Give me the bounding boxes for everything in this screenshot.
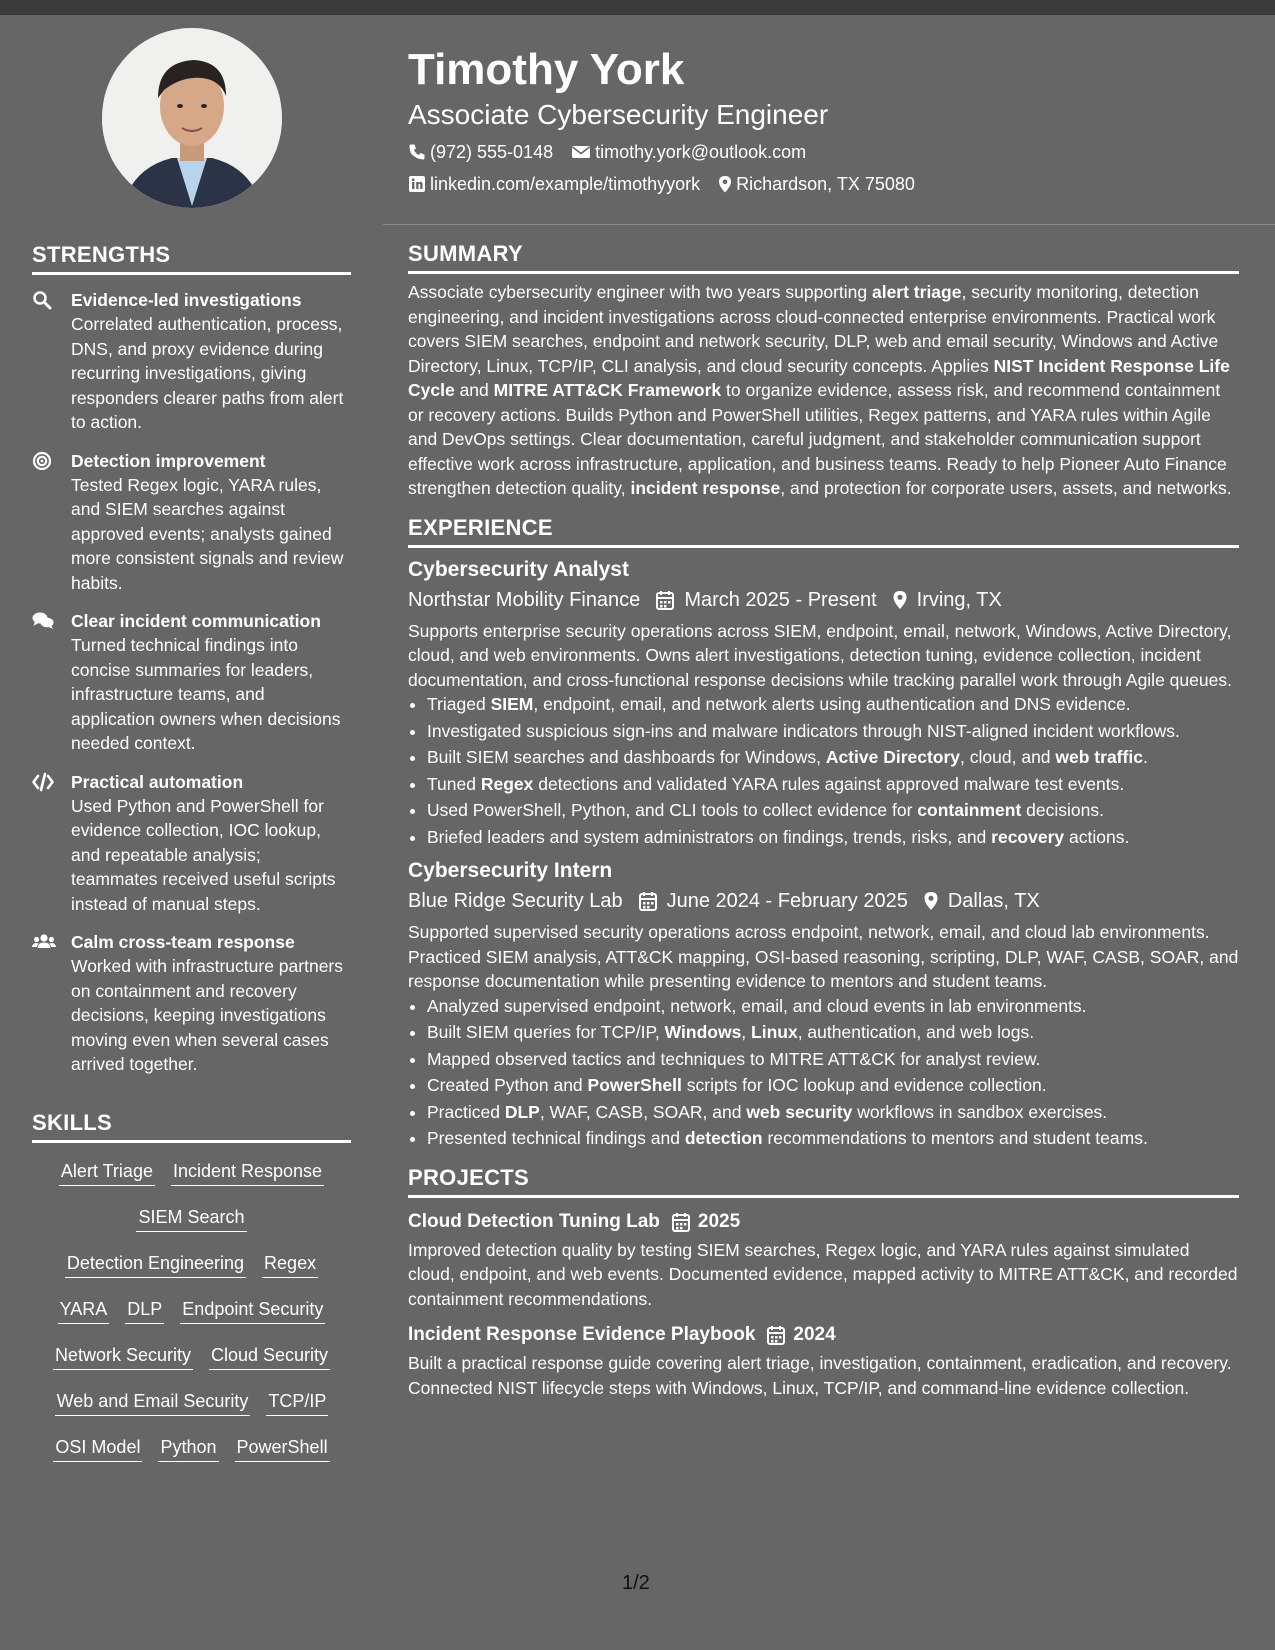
bullet-item: • Briefed leaders and system administrators on findings, trends, risks, and recovery actions.: [427, 825, 1239, 850]
strength-desc: Correlated authentication, process, DNS, and proxy evidence during recurring investigations, giving responders clearer paths from alert to action.: [71, 314, 344, 432]
summary-emphasis: alert triage: [871, 282, 962, 302]
calendar-icon: [656, 590, 674, 610]
projects-heading: PROJECTS: [408, 1165, 1239, 1198]
target-icon: [32, 451, 54, 471]
experience-section: [408, 515, 1239, 1151]
job-location: [893, 586, 1002, 614]
strength-item: [32, 930, 351, 1077]
strength-title: Evidence-led investigations: [71, 290, 302, 310]
skills-list: [32, 1153, 351, 1475]
bullet-item: • Triaged SIEM, endpoint, email, and network alerts using authentication and DNS evidence.: [427, 692, 1239, 717]
skill-tag: Network Security: [53, 1343, 193, 1370]
main-column: [408, 241, 1239, 1400]
bullet-item: • Tuned Regex detections and validated YARA rules against approved malware test events.: [427, 772, 1239, 797]
project-title-row: [408, 1208, 1239, 1236]
linkedin-icon: [408, 175, 426, 193]
summary-heading: SUMMARY: [408, 241, 1239, 274]
job-title: Cybersecurity Intern: [408, 859, 613, 882]
candidate-name: Timothy York: [408, 45, 685, 94]
strength-desc: Turned technical findings into concise summaries for leaders, infrastructure teams, and application owners when decisions needed context.: [71, 635, 341, 753]
envelope-icon: [571, 144, 591, 160]
project-title-row: [408, 1321, 1239, 1349]
project-description: Improved detection quality by testing SIEM searches, Regex logic, and YARA rules against simulated cloud, endpoint, and web events. Documented evidence, mapped activity to MITRE ATT&CK, and recorded containment recommendations.: [408, 1239, 1238, 1309]
summary-part: , and protection for corporate users, assets, and networks.: [780, 478, 1232, 498]
candidate-role: Associate Cybersecurity Engineer: [408, 99, 829, 130]
location-contact: [718, 172, 915, 196]
strengths-section: [32, 242, 351, 1077]
skill-tag: PowerShell: [235, 1435, 330, 1462]
bullet-item: • Built SIEM searches and dashboards for Windows, Active Directory, cloud, and web traffic.: [427, 745, 1239, 770]
job-dates-text: March 2025 - Present: [684, 588, 877, 611]
phone-icon: [408, 143, 426, 161]
skill-tag: OSI Model: [53, 1435, 142, 1462]
experience-heading: EXPERIENCE: [408, 515, 1239, 548]
phone-text: (972) 555-0148: [430, 142, 554, 162]
job-bullets: [408, 994, 1239, 1151]
skill-tag: TCP/IP: [266, 1389, 328, 1416]
summary-part: to organize evidence, assess risk, and recommend containment or recovery actions. Builds Python and PowerShell utilities, Regex patterns, and YARA rules within Agile and DevOps settings. Clear documentation, careful judgment, and stakeholder communication support effective work across infrastructure, application, and business teams. Ready to help Pioneer Auto Finance strengthen detection quality,: [408, 380, 1227, 498]
company-name: Northstar Mobility Finance: [408, 588, 641, 611]
skill-tag: Endpoint Security: [180, 1297, 325, 1324]
job-entry: [408, 857, 1239, 1151]
summary-emphasis: MITRE ATT&CK Framework: [493, 380, 722, 400]
skills-heading: SKILLS: [32, 1110, 351, 1143]
skill-tag: SIEM Search: [136, 1205, 246, 1232]
resume-header: [408, 42, 1238, 196]
job-meta: [408, 586, 1239, 614]
bullet-item: • Created Python and PowerShell scripts for IOC lookup and evidence collection.: [427, 1073, 1239, 1098]
skill-tag: Cloud Security: [209, 1343, 330, 1370]
map-pin-icon: [718, 175, 732, 193]
summary-part: Associate cybersecurity engineer with two years supporting: [408, 282, 872, 302]
skill-tag: Web and Email Security: [55, 1389, 251, 1416]
strength-title: Clear incident communication: [71, 611, 321, 631]
bullet-item: • Used PowerShell, Python, and CLI tools to collect evidence for containment decisions.: [427, 798, 1239, 823]
calendar-icon: [639, 891, 657, 911]
job-location-text: Irving, TX: [916, 588, 1002, 611]
code-icon: [32, 772, 54, 792]
strength-title: Detection improvement: [71, 450, 266, 471]
project-title: Incident Response Evidence Playbook: [408, 1324, 756, 1345]
project-year: 2025: [697, 1210, 741, 1232]
job-location: [924, 887, 1040, 915]
header-divider: [383, 224, 1275, 225]
strength-title: Calm cross-team response: [71, 932, 295, 952]
linkedin-text: linkedin.com/example/timothyyork: [430, 174, 701, 194]
linkedin-contact[interactable]: [408, 172, 700, 196]
skill-tag: DLP: [125, 1297, 164, 1324]
company-name: Blue Ridge Security Lab: [408, 890, 623, 912]
strength-item: [32, 770, 351, 917]
skill-tag: Python: [158, 1435, 218, 1462]
team-icon: [32, 932, 54, 952]
skill-tag: Alert Triage: [59, 1159, 155, 1186]
strength-item: [32, 449, 351, 596]
strength-item: [32, 609, 351, 756]
strength-desc: Tested Regex logic, YARA rules, and SIEM searches against approved events; analysts gained more consistent signals and review habits.: [71, 474, 344, 593]
job-meta: [408, 887, 1239, 915]
skill-tag: Regex: [262, 1251, 318, 1278]
top-bar: [0, 0, 1275, 15]
skill-tag: Incident Response: [171, 1159, 324, 1186]
bullet-item: • Investigated suspicious sign-ins and malware indicators through NIST-aligned incident workflows.: [427, 719, 1239, 744]
bullet-item: • Mapped observed tactics and techniques to MITRE ATT&CK for analyst review.: [427, 1047, 1239, 1072]
skills-section: [32, 1110, 351, 1475]
bullet-item: • Analyzed supervised endpoint, network, email, and cloud events in lab environments.: [427, 994, 1239, 1019]
job-description: Supports enterprise security operations across SIEM, endpoint, email, network, Windows, Active Directory, cloud, and web environments. Owns alert investigations, detection tuning, evidence collection, incident documentation, and cross-functional response decisions while tracking parallel work through Agile queues.: [408, 620, 1232, 690]
calendar-icon: [672, 1212, 690, 1232]
contact-row: [408, 172, 1238, 196]
contact-row: [408, 140, 1238, 164]
phone-contact[interactable]: [408, 140, 553, 164]
skill-tag: YARA: [58, 1297, 110, 1324]
bullet-item: • Practiced DLP, WAF, CASB, SOAR, and web security workflows in sandbox exercises.: [427, 1100, 1239, 1125]
job-dates: [639, 887, 908, 915]
page-number: 1/2: [622, 1572, 650, 1594]
summary-emphasis: incident response: [630, 478, 781, 498]
job-dates-text: June 2024 - February 2025: [666, 890, 908, 912]
job-location-text: Dallas, TX: [947, 890, 1040, 912]
summary-section: [408, 241, 1239, 501]
location-text: Richardson, TX 75080: [736, 174, 915, 194]
strength-title: Practical automation: [71, 771, 244, 792]
strength-item: [32, 288, 351, 435]
bullet-item: • Presented technical findings and detection recommendations to mentors and student teams.: [427, 1126, 1239, 1151]
job-description: Supported supervised security operations across endpoint, network, email, and cloud lab environments. Practiced SIEM analysis, ATT&CK mapping, OSI-based reasoning, scripting, DLP, WAF, CASB, SOAR, and response documentation while presenting evidence to mentors and student teams.: [408, 922, 1239, 991]
project-title: Cloud Detection Tuning Lab: [408, 1210, 660, 1232]
summary-part: , security monitoring, detection engineering, and incident investigations across cloud-connected enterprise environments. Practical work covers SIEM searches, endpoint and network security, DLP, web and email security, Windows and Active Directory, Linux, TCP/IP, CLI analysis, and cloud security concepts. Applies: [408, 282, 1219, 376]
project-year: 2024: [793, 1324, 836, 1345]
skill-tag: Detection Engineering: [65, 1251, 246, 1278]
strength-desc: Used Python and PowerShell for evidence collection, IOC lookup, and repeatable analysis; teammates received useful scripts instead of manual steps.: [71, 795, 336, 914]
strengths-heading: STRENGTHS: [32, 242, 351, 275]
email-text: timothy.york@outlook.com: [595, 142, 807, 162]
chat-icon: [32, 611, 54, 631]
projects-section: [408, 1165, 1239, 1401]
map-pin-icon: [924, 891, 938, 911]
summary-text: [408, 280, 1239, 501]
project-description: Built a practical response guide covering alert triage, investigation, containment, eradication, and recovery. Connected NIST lifecycle steps with Windows, Linux, TCP/IP, and command-line evidence collection.: [408, 1353, 1232, 1398]
job-title: Cybersecurity Analyst: [408, 557, 629, 581]
calendar-icon: [767, 1325, 785, 1345]
map-pin-icon: [893, 590, 907, 610]
job-dates: [656, 586, 876, 614]
bullet-item: • Built SIEM queries for TCP/IP, Windows, Linux, authentication, and web logs.: [427, 1020, 1239, 1045]
strength-desc: Worked with infrastructure partners on containment and recovery decisions, keeping investigations moving even when several cases arrived together.: [71, 956, 344, 1074]
search-icon: [32, 290, 54, 310]
job-bullets: [408, 692, 1239, 849]
summary-emphasis: NIST Incident Response Life Cycle: [408, 355, 1230, 400]
job-entry: [408, 556, 1239, 850]
summary-part: and: [454, 380, 494, 400]
email-contact[interactable]: [571, 140, 806, 164]
profile-photo: [102, 28, 282, 208]
